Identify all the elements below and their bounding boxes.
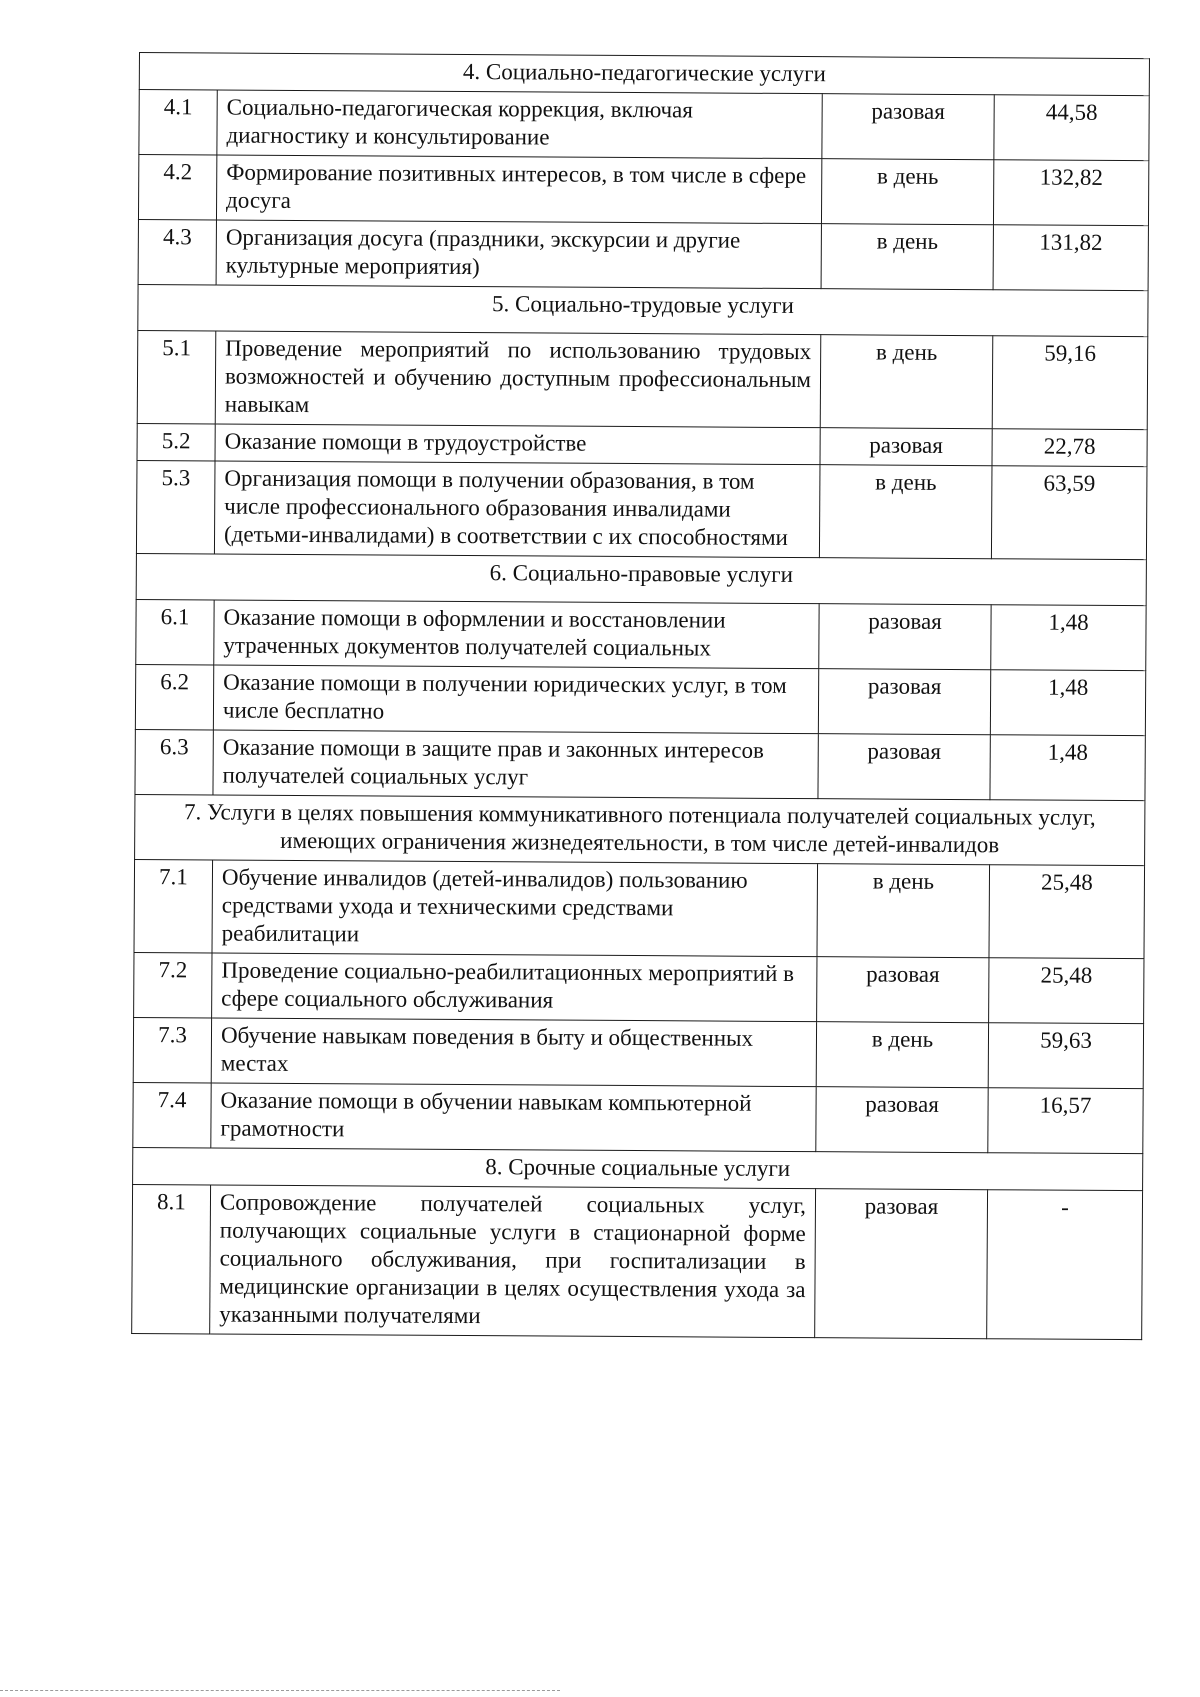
service-price: 25,48: [989, 958, 1144, 1024]
table-row: [133, 1017, 1143, 1088]
service-name: Оказание помощи в оформлении и восстановлении утраченных документов получателей социальных: [214, 600, 819, 669]
table-row: [132, 1184, 1143, 1339]
table-row: [135, 729, 1145, 800]
service-price: 44,58: [994, 95, 1149, 161]
section-header-row: [133, 1147, 1143, 1190]
row-number: 8.1: [132, 1184, 211, 1333]
service-price: 16,57: [988, 1088, 1143, 1154]
service-price: -: [987, 1190, 1143, 1340]
row-number: 4.1: [139, 90, 217, 155]
service-name: Организация помощи в получении образования, в том числе профессионального образования инвалидами (детьми-инвалидами) в соответствии с их способностями: [214, 461, 820, 558]
table-row: [138, 219, 1148, 290]
row-number: 7.3: [133, 1017, 211, 1082]
service-periodicity: разовая: [817, 957, 989, 1023]
table-row: [136, 460, 1147, 559]
service-price: 63,59: [991, 466, 1147, 560]
row-number: 7.1: [134, 859, 213, 952]
service-name: Проведение мероприятий по использованию трудовых возможностей и обучению доступным профессиональным навыкам: [215, 331, 821, 428]
service-name: Сопровождение получателей социальных услуг, получающих социальные услуги в стационарной форме социального обслуживания, при госпитализации в медицинские организации в целях осуществления ухода за указанными получателями: [210, 1185, 816, 1338]
row-number: 6.1: [136, 599, 214, 664]
service-periodicity: разовая: [822, 94, 994, 160]
service-name: Оказание помощи в трудоустройстве: [215, 424, 820, 465]
service-name: Проведение социально-реабилитационных мероприятий в сфере социального обслуживания: [212, 953, 817, 1022]
service-periodicity: в день: [821, 159, 993, 225]
table-row: [137, 423, 1147, 466]
row-number: 4.2: [138, 155, 216, 220]
section-header-row: [139, 53, 1149, 96]
table-row: [137, 330, 1148, 429]
service-periodicity: в день: [816, 1022, 988, 1088]
service-price: 1,48: [991, 605, 1146, 671]
section-title: 6. Социально-правовые услуги: [136, 553, 1146, 605]
service-price: 131,82: [993, 225, 1148, 291]
table-row: [136, 599, 1146, 670]
service-periodicity: разовая: [818, 669, 990, 735]
service-name: Обучение навыкам поведения в быту и общественных местах: [211, 1018, 816, 1087]
service-price: 59,63: [988, 1023, 1143, 1089]
service-price: 22,78: [992, 429, 1147, 467]
service-periodicity: разовая: [815, 1189, 988, 1339]
row-number: 5.3: [136, 460, 215, 553]
service-periodicity: в день: [819, 465, 992, 559]
service-price: 132,82: [993, 160, 1148, 226]
row-number: 5.1: [137, 330, 216, 423]
service-name: Социально-педагогическая коррекция, включая диагностику и консультирование: [217, 90, 822, 159]
service-periodicity: разовая: [816, 1087, 988, 1153]
table-row: [135, 664, 1145, 735]
section-title: 7. Услуги в целях повышения коммуникативного потенциала получателей социальных услуг, имеющих ограничения жизнедеятельности, в том числе детей-инвалидов: [135, 794, 1145, 865]
service-price: 59,16: [992, 336, 1148, 430]
service-name: Обучение инвалидов (детей-инвалидов) пользованию средствами ухода и техническими средствами реабилитации: [212, 860, 818, 957]
service-name: Оказание помощи в защите прав и законных интересов получателей социальных услуг: [213, 730, 818, 799]
services-price-table: [131, 52, 1150, 1340]
section-title: 5. Социально-трудовые услуги: [138, 284, 1148, 336]
row-number: 7.4: [133, 1082, 211, 1147]
section-header-row: [138, 284, 1148, 336]
service-price: 25,48: [989, 865, 1145, 959]
service-name: Оказание помощи в обучении навыкам компьютерной грамотности: [211, 1083, 816, 1152]
row-number: 6.2: [135, 664, 213, 729]
service-price: 1,48: [990, 670, 1145, 736]
service-periodicity: в день: [821, 224, 993, 290]
table-row: [134, 952, 1144, 1023]
service-name: Формирование позитивных интересов, в том числе в сфере досуга: [216, 155, 821, 224]
row-number: 4.3: [138, 219, 216, 284]
section-header-row: [135, 794, 1145, 865]
service-name: Организация досуга (праздники, экскурсии и другие культурные мероприятия): [216, 220, 821, 289]
section-title: 8. Срочные социальные услуги: [133, 1147, 1143, 1190]
scan-edge-line: [0, 1690, 560, 1691]
service-periodicity: разовая: [818, 734, 990, 800]
row-number: 6.3: [135, 729, 213, 794]
table-row: [134, 859, 1145, 958]
row-number: 5.2: [137, 423, 215, 460]
table-row: [139, 90, 1149, 161]
service-price: 1,48: [990, 735, 1145, 801]
service-periodicity: разовая: [820, 428, 992, 466]
service-periodicity: в день: [820, 335, 993, 429]
section-title: 4. Социально-педагогические услуги: [139, 53, 1149, 96]
table-row: [138, 155, 1148, 226]
section-header-row: [136, 553, 1146, 605]
table-row: [133, 1082, 1143, 1153]
row-number: 7.2: [134, 952, 212, 1017]
service-periodicity: разовая: [819, 604, 991, 670]
service-name: Оказание помощи в получении юридических услуг, в том числе бесплатно: [213, 665, 818, 734]
service-periodicity: в день: [817, 864, 990, 958]
